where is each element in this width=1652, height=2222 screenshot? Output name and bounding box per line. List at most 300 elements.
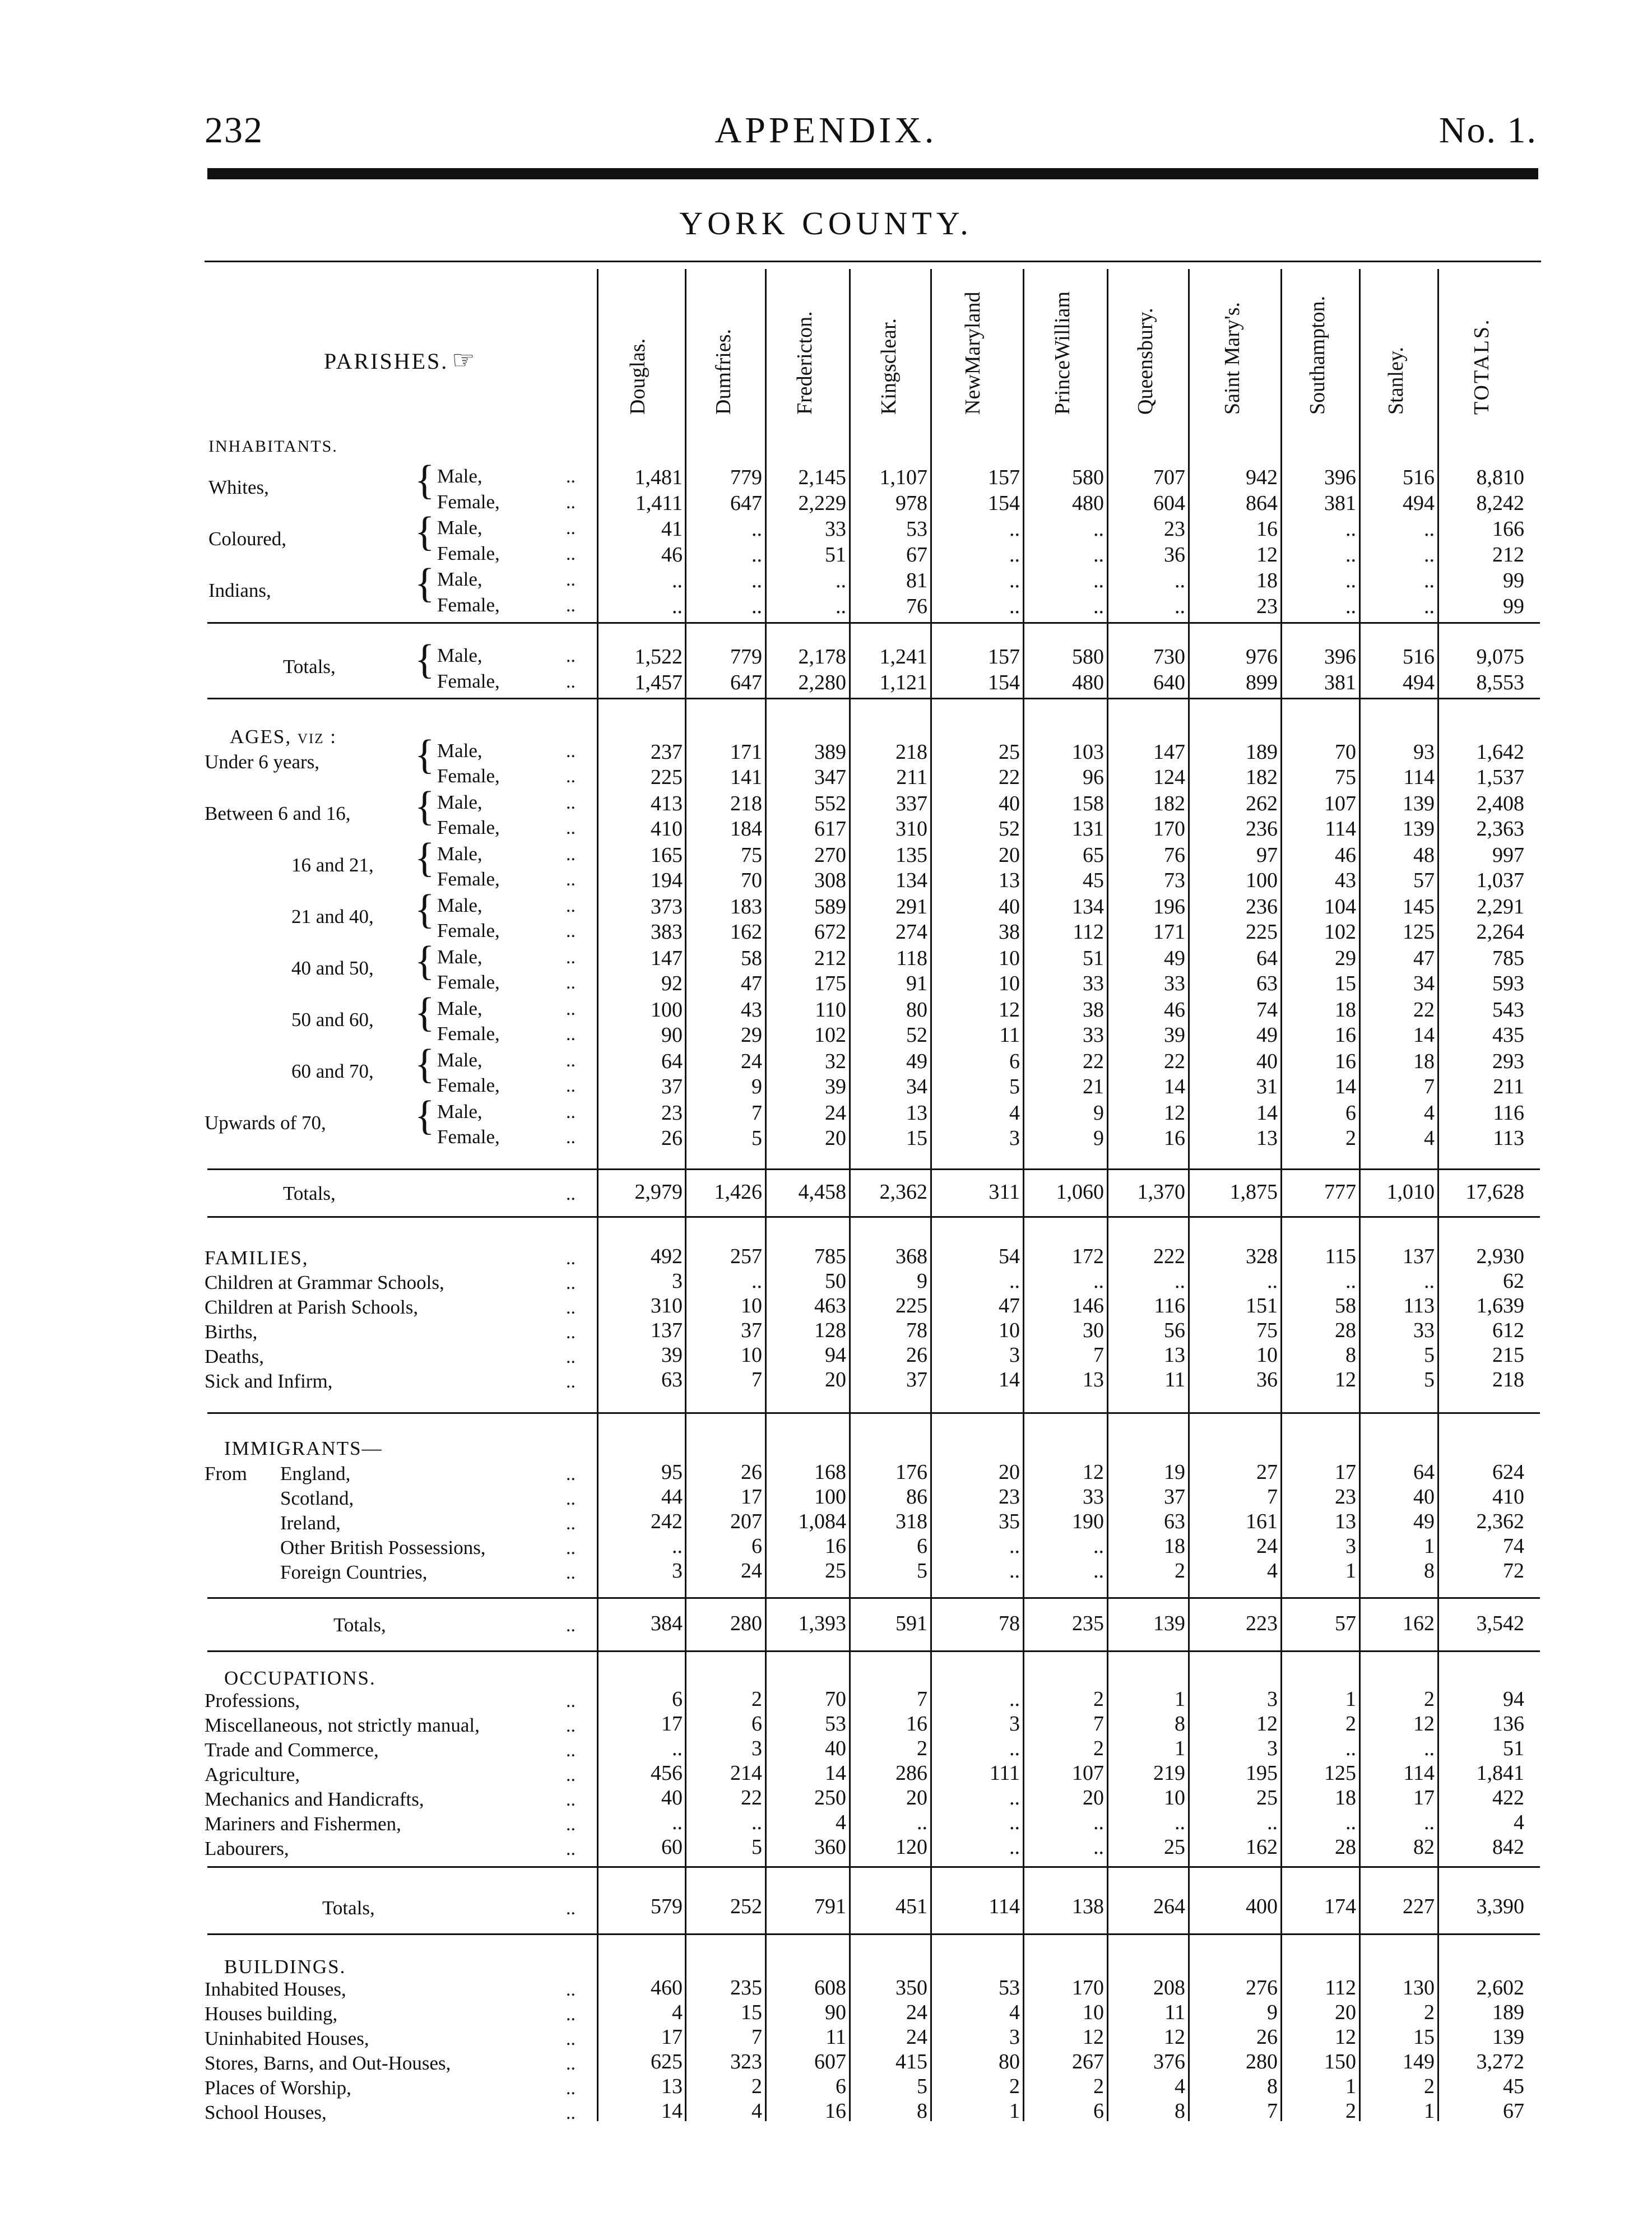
data-row <box>0 1810 1652 1835</box>
cell: 94 <box>825 1343 846 1367</box>
cell: .. <box>1009 1835 1020 1859</box>
cell: 12 <box>1335 1368 1356 1391</box>
cell: .. <box>1009 1687 1020 1711</box>
cell: 1 <box>1424 2099 1435 2123</box>
data-row <box>0 791 1652 816</box>
cell: 67 <box>1503 2099 1524 2123</box>
cell: 10 <box>741 1343 762 1367</box>
cell: 410 <box>1492 1485 1524 1509</box>
cell: 114 <box>1403 1761 1435 1785</box>
cell: 25 <box>1164 1835 1185 1859</box>
cell: .. <box>1009 1269 1020 1293</box>
cell: 189 <box>1246 740 1278 764</box>
cell: 5 <box>1009 1075 1020 1098</box>
cell: 102 <box>1324 920 1356 944</box>
cell: 145 <box>1403 895 1435 919</box>
cell: 57 <box>1335 1612 1356 1635</box>
leader-dots: .. <box>566 1464 576 1485</box>
section-rule <box>207 1216 1540 1218</box>
cell: 10 <box>999 1319 1020 1342</box>
section-rule <box>207 622 1540 624</box>
totals-label: Totals, <box>283 1182 336 1204</box>
age-group-label: 50 and 60, <box>291 1009 374 1031</box>
cell: 72 <box>1503 1559 1524 1583</box>
cell: 1 <box>1424 1534 1435 1558</box>
cell: 2 <box>1093 1687 1104 1711</box>
brace-icon: { <box>415 560 435 606</box>
cell: 1,841 <box>1476 1761 1524 1785</box>
cell: 12 <box>999 998 1020 1022</box>
cell: 10 <box>1083 2001 1104 2024</box>
totals-label: Totals, <box>333 1614 386 1636</box>
cell: 44 <box>661 1485 683 1509</box>
row-label: Foreign Countries, <box>280 1561 428 1583</box>
cell: 175 <box>814 972 846 995</box>
cell: 49 <box>906 1050 927 1073</box>
cell: 58 <box>741 947 762 970</box>
cell: 252 <box>730 1895 762 1918</box>
cell: 625 <box>651 2050 683 2073</box>
page-number: 232 <box>205 110 263 151</box>
cell: 899 <box>1246 671 1278 694</box>
cell: 40 <box>661 1786 683 1810</box>
cell: 8 <box>1175 1712 1185 1736</box>
brace-icon: { <box>415 1093 435 1139</box>
cell: 707 <box>1153 466 1185 489</box>
cell: .. <box>1093 517 1104 541</box>
cell: 3,272 <box>1476 2050 1524 2073</box>
cell: 22 <box>741 1786 762 1810</box>
cell: 211 <box>1493 1075 1524 1098</box>
leader-dots: .. <box>566 1347 576 1367</box>
cell: .. <box>836 595 846 618</box>
cell: .. <box>1093 595 1104 618</box>
cell: 70 <box>1335 740 1356 764</box>
cell: 579 <box>651 1895 683 1918</box>
cell: 150 <box>1324 2050 1356 2073</box>
row-label: Mariners and Fishermen, <box>205 1813 401 1835</box>
section-rule <box>207 1412 1540 1414</box>
row-label: Miscellaneous, not strictly manual, <box>205 1714 480 1736</box>
row-group-label: Whites, <box>208 476 269 498</box>
cell: 1 <box>1345 1687 1356 1711</box>
cell: 33 <box>1083 1485 1104 1509</box>
cell: 137 <box>651 1319 683 1342</box>
column-header-fredericton: Fredericton. <box>793 311 816 415</box>
cell: 235 <box>1072 1612 1104 1635</box>
cell: 1,639 <box>1476 1294 1524 1318</box>
cell: 63 <box>661 1368 683 1391</box>
row-label: Houses building, <box>205 2003 338 2025</box>
totals-row <box>0 1611 1652 1636</box>
cell: 463 <box>814 1294 846 1318</box>
cell: 1,241 <box>879 645 927 669</box>
cell: 779 <box>730 645 762 669</box>
cell: 60 <box>661 1835 683 1859</box>
cell: 23 <box>1164 517 1185 541</box>
sex-label: Female, <box>437 765 500 787</box>
cell: 337 <box>895 792 927 815</box>
cell: 137 <box>1403 1245 1435 1268</box>
cell: 54 <box>999 1245 1020 1268</box>
brace-icon: { <box>415 887 435 933</box>
section-rule <box>207 1168 1540 1170</box>
sex-label: Male, <box>437 791 482 813</box>
data-row <box>0 843 1652 868</box>
cell: 39 <box>1164 1023 1185 1047</box>
cell: 13 <box>1164 1343 1185 1367</box>
cell: 384 <box>651 1612 683 1635</box>
cell: 7 <box>1424 1075 1435 1098</box>
cell: 242 <box>651 1510 683 1533</box>
cell: .. <box>672 1534 683 1558</box>
cell: 7 <box>1093 1343 1104 1367</box>
cell: 37 <box>741 1319 762 1342</box>
cell: 17 <box>1335 1460 1356 1484</box>
cell: 12 <box>1164 2025 1185 2049</box>
leader-dots: .. <box>566 1789 576 1810</box>
row-label: England, <box>280 1463 351 1485</box>
leader-dots: .. <box>566 1615 576 1636</box>
cell: 5 <box>751 1126 762 1150</box>
cell: 3 <box>1009 1343 1020 1367</box>
cell: 73 <box>1164 869 1185 892</box>
row-label: Mechanics and Handicrafts, <box>205 1788 424 1810</box>
row-label: Other British Possessions, <box>280 1537 486 1558</box>
leader-dots: .. <box>566 1102 576 1122</box>
cell: 104 <box>1324 895 1356 919</box>
cell: 166 <box>1492 517 1524 541</box>
cell: 139 <box>1153 1612 1185 1635</box>
cell: 7 <box>751 2025 762 2049</box>
cell: 8,810 <box>1476 466 1524 489</box>
cell: 227 <box>1403 1895 1435 1918</box>
row-label: FAMILIES, <box>205 1247 309 1269</box>
cell: 5 <box>1424 1368 1435 1391</box>
cell: 10 <box>999 947 1020 970</box>
cell: 7 <box>1267 2099 1278 2123</box>
cell: 1,481 <box>634 466 683 489</box>
age-group-label: Between 6 and 16, <box>205 802 351 824</box>
cell: 13 <box>1256 1126 1278 1150</box>
cell: 49 <box>1256 1023 1278 1047</box>
data-row <box>0 894 1652 919</box>
cell: .. <box>1009 543 1020 567</box>
cell: .. <box>1175 1269 1185 1293</box>
cell: 37 <box>906 1368 927 1391</box>
cell: 107 <box>1324 792 1356 815</box>
cell: .. <box>1267 1269 1278 1293</box>
leader-dots: .. <box>566 544 576 564</box>
cell: 222 <box>1153 1245 1185 1268</box>
cell: 23 <box>661 1101 683 1125</box>
row-label: School Houses, <box>205 2102 327 2123</box>
column-header-newmaryland: NewMaryland <box>961 291 985 415</box>
cell: .. <box>1093 1559 1104 1583</box>
leader-dots: .. <box>566 1273 576 1293</box>
cell: 131 <box>1072 817 1104 841</box>
cell: 34 <box>906 1075 927 1098</box>
cell: 39 <box>661 1343 683 1367</box>
column-header-saint-mary-s: Saint Mary's. <box>1220 301 1244 415</box>
cell: 3,390 <box>1476 1895 1524 1918</box>
brace-icon: { <box>415 783 435 829</box>
cell: 274 <box>895 920 927 944</box>
cell: 110 <box>815 998 846 1022</box>
cell: 51 <box>1503 1737 1524 1760</box>
cell: 64 <box>1256 947 1278 970</box>
cell: 2 <box>1424 1687 1435 1711</box>
sex-label: Female, <box>437 1023 500 1045</box>
cell: .. <box>836 569 846 592</box>
cell: 149 <box>1403 2050 1435 2073</box>
cell: 90 <box>661 1023 683 1047</box>
cell: 114 <box>989 1895 1020 1918</box>
cell: 580 <box>1072 645 1104 669</box>
cell: 218 <box>1492 1368 1524 1391</box>
leader-dots: .. <box>566 671 576 692</box>
cell: 47 <box>1413 947 1435 970</box>
cell: 38 <box>999 920 1020 944</box>
cell: 2 <box>1345 1712 1356 1736</box>
age-group-label: 60 and 70, <box>291 1060 374 1082</box>
cell: 1 <box>1345 1559 1356 1583</box>
cell: .. <box>1345 543 1356 567</box>
cell: 124 <box>1153 766 1185 789</box>
cell: 1,037 <box>1476 869 1524 892</box>
cell: 223 <box>1246 1612 1278 1635</box>
row-label: Professions, <box>205 1690 300 1711</box>
cell: 20 <box>906 1786 927 1810</box>
cell: 6 <box>917 1534 927 1558</box>
cell: 31 <box>1256 1075 1278 1098</box>
cell: 236 <box>1246 895 1278 919</box>
cell: .. <box>1175 595 1185 618</box>
cell: 161 <box>1246 1510 1278 1533</box>
cell: 264 <box>1153 1895 1185 1918</box>
cell: 24 <box>741 1559 762 1583</box>
leader-dots: .. <box>566 1691 576 1711</box>
cell: 1,426 <box>714 1180 762 1204</box>
cell: 154 <box>988 491 1020 515</box>
cell: 4 <box>836 1811 846 1834</box>
cell: 7 <box>1093 1712 1104 1736</box>
cell: 99 <box>1503 595 1524 618</box>
cell: 16 <box>825 2099 846 2123</box>
cell: 608 <box>814 1976 846 2000</box>
leader-dots: .. <box>566 518 576 539</box>
data-row <box>0 2099 1652 2123</box>
leader-dots: .. <box>566 1050 576 1071</box>
leader-dots: .. <box>566 1024 576 1045</box>
cell: 777 <box>1324 1180 1356 1204</box>
cell: .. <box>1424 595 1435 618</box>
cell: 543 <box>1492 998 1524 1022</box>
cell: 4 <box>1424 1126 1435 1150</box>
header-rule <box>207 168 1538 179</box>
cell: 6 <box>672 1687 683 1711</box>
cell: .. <box>917 1811 927 1834</box>
cell: 147 <box>1153 740 1185 764</box>
cell: 236 <box>1246 817 1278 841</box>
cell: 480 <box>1072 491 1104 515</box>
cell: 978 <box>895 491 927 515</box>
totals-row <box>0 670 1652 695</box>
cell: 4 <box>1514 1811 1524 1834</box>
cell: 2,930 <box>1476 1245 1524 1268</box>
brace-icon: { <box>415 1041 435 1087</box>
cell: 23 <box>1335 1485 1356 1509</box>
cell: .. <box>1009 1737 1020 1760</box>
cell: 78 <box>999 1612 1020 1635</box>
leader-dots: .. <box>566 869 576 890</box>
cell: 1 <box>1345 2075 1356 2098</box>
column-header-totals: TOTALS. <box>1469 318 1493 415</box>
cell: 580 <box>1072 466 1104 489</box>
cell: 2 <box>1093 1737 1104 1760</box>
cell: 1,370 <box>1137 1180 1185 1204</box>
cell: 14 <box>1164 1075 1185 1098</box>
cell: 791 <box>814 1895 846 1918</box>
cell: 24 <box>741 1050 762 1073</box>
cell: 16 <box>1335 1050 1356 1073</box>
cell: 92 <box>661 972 683 995</box>
cell: 225 <box>1246 920 1278 944</box>
cell: 14 <box>1256 1101 1278 1125</box>
cell: 3 <box>1267 1737 1278 1760</box>
cell: 1,121 <box>879 671 927 694</box>
cell: 310 <box>895 817 927 841</box>
sex-label: Female, <box>437 971 500 993</box>
cell: 5 <box>917 1559 927 1583</box>
county-title: YORK COUNTY. <box>679 205 973 242</box>
leader-dots: .. <box>566 972 576 993</box>
cell: 22 <box>1164 1050 1185 1073</box>
cell: 90 <box>825 2001 846 2024</box>
data-row <box>0 1785 1652 1810</box>
cell: 19 <box>1164 1460 1185 1484</box>
cell: .. <box>751 1269 762 1293</box>
cell: 16 <box>906 1712 927 1736</box>
cell: 12 <box>1083 2025 1104 2049</box>
brace-icon: { <box>415 457 435 503</box>
cell: 3 <box>1345 1534 1356 1558</box>
cell: 3 <box>1009 2025 1020 2049</box>
cell: 211 <box>896 766 927 789</box>
cell: 12 <box>1083 1460 1104 1484</box>
appendix-number: No. 1. <box>1438 110 1537 151</box>
cell: 170 <box>1072 1976 1104 2000</box>
cell: 120 <box>895 1835 927 1859</box>
cell: 21 <box>1083 1075 1104 1098</box>
cell: 162 <box>1403 1612 1435 1635</box>
cell: 49 <box>1164 947 1185 970</box>
cell: 516 <box>1403 466 1435 489</box>
column-header-dumfries: Dumfries. <box>712 328 735 415</box>
cell: 154 <box>988 671 1020 694</box>
row-label: Stores, Barns, and Out-Houses, <box>205 2052 451 2074</box>
column-header-princewilliam: PrinceWilliam <box>1051 291 1074 415</box>
cell: 12 <box>1256 1712 1278 1736</box>
section-heading: BUILDINGS. <box>224 1956 346 1978</box>
cell: 413 <box>651 792 683 815</box>
cell: 976 <box>1246 645 1278 669</box>
cell: 864 <box>1246 491 1278 515</box>
cell: 2,280 <box>798 671 846 694</box>
cell: 190 <box>1072 1510 1104 1533</box>
data-row <box>0 1509 1652 1534</box>
cell: 184 <box>730 817 762 841</box>
cell: 647 <box>730 491 762 515</box>
cell: 2 <box>1009 2075 1020 2098</box>
leader-dots: .. <box>566 569 576 590</box>
cell: 64 <box>1413 1460 1435 1484</box>
cell: 20 <box>999 1460 1020 1484</box>
cell: 45 <box>1083 869 1104 892</box>
cell: 280 <box>1246 2050 1278 2073</box>
cell: 842 <box>1492 1835 1524 1859</box>
data-row <box>0 594 1652 619</box>
data-row <box>0 2074 1652 2099</box>
cell: 23 <box>999 1485 1020 1509</box>
cell: 415 <box>895 2050 927 2073</box>
cell: 1 <box>1175 1687 1185 1711</box>
cell: 237 <box>651 740 683 764</box>
row-label: Uninhabited Houses, <box>205 2028 369 2049</box>
cell: 14 <box>1413 1023 1435 1047</box>
column-header-douglas: Douglas. <box>625 338 649 415</box>
leader-dots: .. <box>566 999 576 1019</box>
cell: 57 <box>1413 869 1435 892</box>
data-row <box>0 1023 1652 1047</box>
cell: 14 <box>661 2099 683 2123</box>
sex-label: Female, <box>437 594 500 616</box>
cell: 347 <box>814 766 846 789</box>
leader-dots: .. <box>566 1184 576 1204</box>
data-row <box>0 1687 1652 1711</box>
leader-dots: .. <box>566 1562 576 1583</box>
cell: 607 <box>814 2050 846 2073</box>
cell: 14 <box>825 1761 846 1785</box>
cell: 134 <box>895 869 927 892</box>
cell: 3 <box>1267 1687 1278 1711</box>
cell: 17,628 <box>1465 1180 1524 1204</box>
cell: 40 <box>999 792 1020 815</box>
cell: 29 <box>741 1023 762 1047</box>
data-row <box>0 1558 1652 1583</box>
sex-label: Male, <box>437 517 482 539</box>
cell: 2 <box>1093 2075 1104 2098</box>
cell: 70 <box>825 1687 846 1711</box>
cell: 65 <box>1083 843 1104 867</box>
cell: 368 <box>895 1245 927 1268</box>
cell: 13 <box>661 2075 683 2098</box>
cell: 17 <box>1413 1786 1435 1810</box>
cell: 9 <box>1093 1126 1104 1150</box>
cell: 63 <box>1164 1510 1185 1533</box>
data-row <box>0 946 1652 971</box>
leader-dots: .. <box>566 1814 576 1835</box>
cell: 997 <box>1492 843 1524 867</box>
cell: 18 <box>1256 569 1278 592</box>
cell: 41 <box>661 517 683 541</box>
sex-label: Male, <box>437 998 482 1019</box>
cell: 435 <box>1492 1023 1524 1047</box>
row-label: Inhabited Houses, <box>205 1978 346 2000</box>
cell: 46 <box>661 543 683 567</box>
cell: 381 <box>1324 491 1356 515</box>
cell: 20 <box>999 843 1020 867</box>
